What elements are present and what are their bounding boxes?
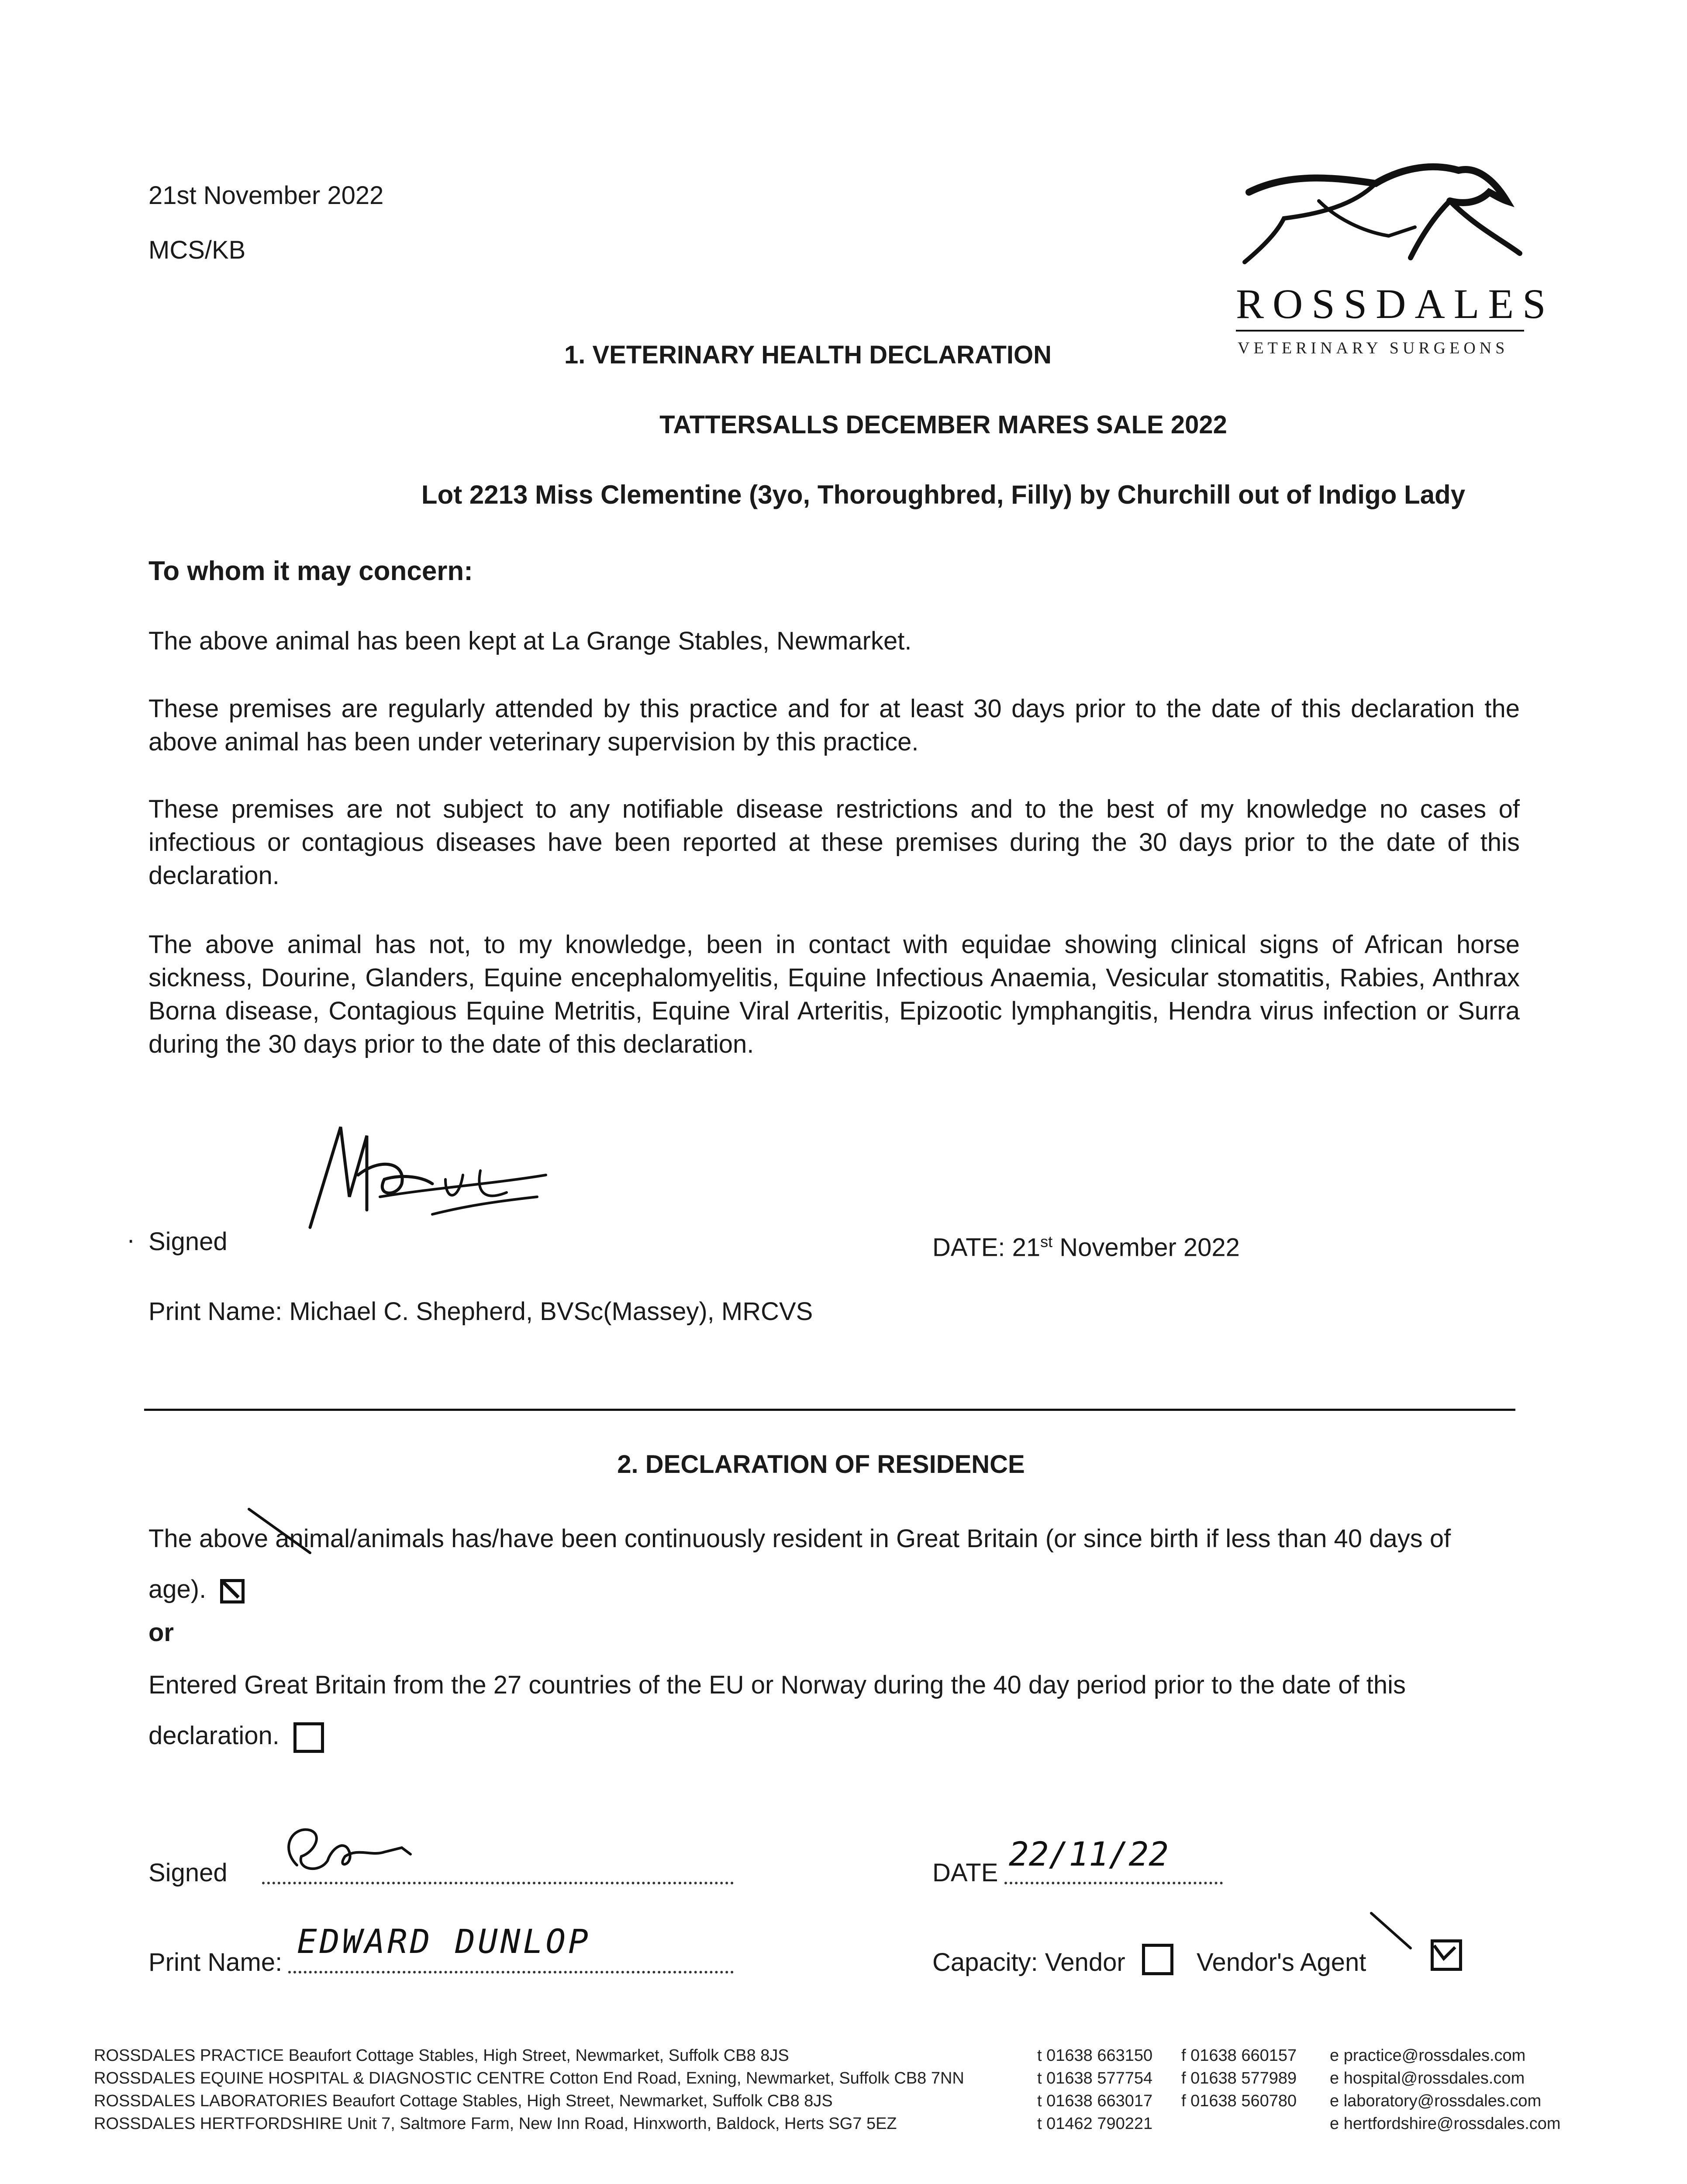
footer-address-text: Unit 7, Saltmore Farm, New Inn Road, Hinxworth, Baldock, Herts SG7 5EZ: [347, 2115, 897, 2133]
print-name-label: Print Name:: [148, 1948, 283, 1977]
checkmark-icon: [220, 1579, 245, 1603]
sale-title: TATTERSALLS DECEMBER MARES SALE 2022: [659, 411, 1227, 439]
print-name-dotted-line[interactable]: [288, 1971, 734, 1973]
footer-email[interactable]: e laboratory@rossdales.com: [1330, 2092, 1542, 2110]
date-label: DATE: 21: [932, 1233, 1041, 1262]
or-label: or: [148, 1618, 174, 1647]
letter-date: 21st November 2022: [148, 181, 384, 210]
option2-checkbox[interactable]: [293, 1722, 324, 1753]
section2-date-label: DATE: [932, 1859, 998, 1887]
footer: [94, 2044, 1675, 2135]
option1-text: The above animal/animals has/have been continuously resident in Great Britain (or since birth if less than 40 days of age).: [148, 1524, 1451, 1603]
section1-print-name: Print Name: Michael C. Shepherd, BVSc(Massey), MRCVS: [148, 1297, 813, 1326]
footer-fax: f 01638 577989: [1181, 2069, 1297, 2087]
option2-text: Entered Great Britain from the 27 countries of the EU or Norway during the 40 day period prior to the date of this declaration.: [148, 1671, 1406, 1750]
residence-option-1: [148, 1514, 1454, 1615]
footer-fax: f 01638 560780: [1181, 2092, 1297, 2110]
bullet-dot: ·: [127, 1226, 135, 1254]
section1-signed-label: Signed: [148, 1227, 228, 1256]
section2-date-value: 22/11/22: [1009, 1835, 1169, 1873]
footer-email[interactable]: e practice@rossdales.com: [1330, 2046, 1526, 2065]
footer-company: ROSSDALES EQUINE HOSPITAL & DIAGNOSTIC CENTRE: [94, 2069, 545, 2087]
tick-stroke-icon: [1367, 1909, 1419, 1952]
reference: MCS/KB: [148, 236, 246, 264]
date-rest: November 2022: [1052, 1233, 1240, 1262]
section1-date: [932, 1225, 1240, 1264]
footer-row: [94, 2112, 1675, 2135]
footer-row: [94, 2067, 1675, 2090]
footer-address: [94, 2067, 964, 2090]
salutation: To whom it may concern:: [148, 556, 473, 586]
footer-email[interactable]: e hospital@rossdales.com: [1330, 2069, 1525, 2087]
paragraph-3: These premises are not subject to any notifiable disease restrictions and to the best of my knowledge no cases of infectious or contagious diseases have been reported at these premises during the 30 days prior to the date of this declaration.: [148, 795, 1520, 890]
footer-address-text: Beaufort Cottage Stables, High Street, Newmarket, Suffolk CB8 8JS: [332, 2092, 833, 2110]
checkmark-icon: [1431, 1939, 1462, 1971]
residence-option-2: [148, 1660, 1454, 1761]
footer-address-text: Cotton End Road, Exning, Newmarket, Suffolk CB8 7NN: [549, 2069, 964, 2087]
footer-row: [94, 2090, 1675, 2112]
footer-email[interactable]: e hertfordshire@rossdales.com: [1330, 2115, 1561, 2133]
agent-checkbox[interactable]: [1431, 1939, 1462, 1971]
logo-name: ROSSDALES: [1236, 280, 1555, 327]
paragraph-2: These premises are regularly attended by this practice and for at least 30 days prior to the date of this declaration the above animal has been under veterinary supervision by this practice.: [148, 695, 1520, 756]
section2-signed-label: Signed: [148, 1859, 228, 1887]
footer-tel: t 01638 663017: [1037, 2092, 1153, 2110]
section-divider: [144, 1409, 1515, 1411]
horse-logo-icon: [1232, 153, 1528, 284]
paragraph-1: The above animal has been kept at La Grange Stables, Newmarket.: [148, 627, 912, 655]
print-name-value: EDWARD DUNLOP: [297, 1922, 591, 1961]
footer-tel: t 01638 577754: [1037, 2069, 1153, 2087]
footer-address-text: Beaufort Cottage Stables, High Street, Newmarket, Suffolk CB8 8JS: [288, 2046, 789, 2065]
footer-address: [94, 2090, 833, 2112]
option1-checkbox[interactable]: [220, 1579, 245, 1603]
section2-title: 2. DECLARATION OF RESIDENCE: [617, 1450, 1025, 1479]
rossdales-logo: [1232, 153, 1555, 371]
footer-company: ROSSDALES PRACTICE: [94, 2046, 284, 2065]
footer-row: [94, 2044, 1675, 2067]
capacity-label: Capacity: Vendor: [932, 1948, 1125, 1977]
footer-company: ROSSDALES LABORATORIES: [94, 2092, 328, 2110]
date-ordinal: st: [1040, 1233, 1053, 1251]
footer-tel: t 01638 663150: [1037, 2046, 1153, 2065]
logo-subtitle: VETERINARY SURGEONS: [1238, 339, 1509, 357]
vet-signature-icon: [301, 1109, 555, 1241]
date-dotted-line[interactable]: [1004, 1882, 1223, 1884]
footer-address: [94, 2112, 897, 2135]
footer-tel: t 01462 790221: [1037, 2115, 1153, 2133]
vendor-checkbox[interactable]: [1142, 1944, 1173, 1975]
logo-divider: [1236, 330, 1524, 332]
footer-fax: f 01638 660157: [1181, 2046, 1297, 2065]
footer-address: [94, 2044, 789, 2067]
lot-description: Lot 2213 Miss Clementine (3yo, Thoroughbred, Filly) by Churchill out of Indigo Lady: [421, 480, 1466, 509]
agent-label: Vendor's Agent: [1197, 1948, 1366, 1977]
footer-company: ROSSDALES HERTFORDSHIRE: [94, 2115, 343, 2133]
tick-stroke-icon: [245, 1505, 323, 1562]
paragraph-4: The above animal has not, to my knowledge, been in contact with equidae showing clinical signs of African horse sickness, Dourine, Glanders, Equine encephalomyelitis, Equine Infectious Anaemia, Vesicular stomatitis, Rabies, Anthrax Borna disease, Contagious Equine Metritis, Equine Viral Arteritis, Epizootic lymphangitis, Hendra virus infection or Surra during the 30 days prior to the date of this declaration.: [148, 930, 1520, 1058]
vendor-signature-icon: [271, 1813, 445, 1891]
section1-title: 1. VETERINARY HEALTH DECLARATION: [564, 341, 1052, 369]
